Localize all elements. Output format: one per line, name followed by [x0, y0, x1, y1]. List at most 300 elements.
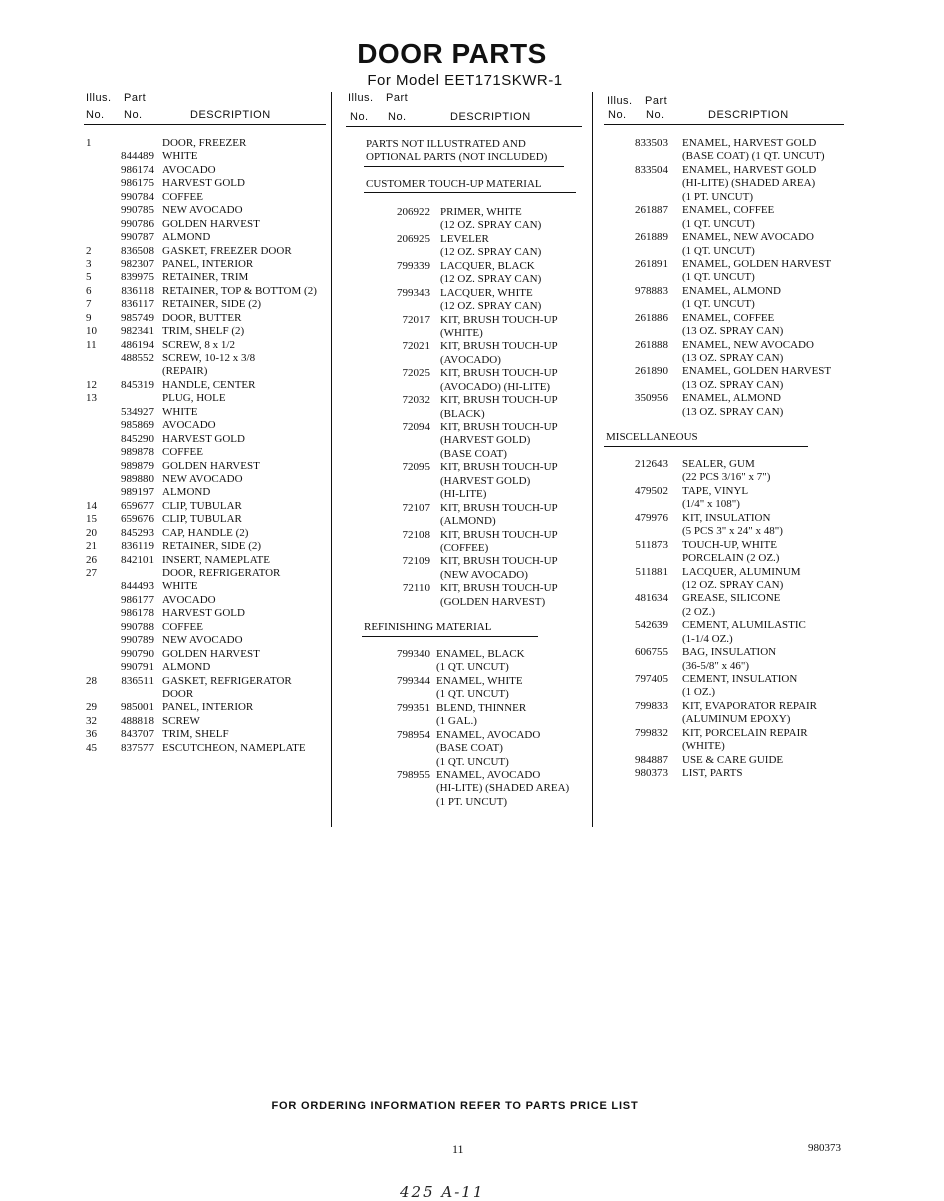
- parts-row: [86, 580, 330, 593]
- illus-number: 7: [86, 298, 92, 311]
- col1-parts-list: [86, 137, 330, 755]
- parts-row: [372, 408, 586, 421]
- parts-row: [86, 419, 330, 432]
- part-description: (12 OZ. SPRAY CAN): [440, 246, 542, 259]
- col1-illus-no-header: No.: [86, 109, 105, 121]
- part-description: HARVEST GOLD: [162, 177, 245, 190]
- parts-row: [86, 406, 330, 419]
- page-subtitle: For Model EET171SKWR-1: [367, 72, 563, 89]
- part-number: 986175: [121, 177, 154, 190]
- parts-row: [372, 675, 586, 688]
- parts-row: [612, 137, 848, 150]
- part-number: 836117: [121, 298, 154, 311]
- misc-rule: [604, 446, 808, 447]
- part-description: COFFEE: [162, 620, 203, 633]
- part-description: (12 OZ. SPRAY CAN): [440, 300, 542, 313]
- part-description: (1-1/4 OZ.): [682, 632, 733, 645]
- part-number: 261890: [635, 365, 668, 378]
- parts-row: [372, 475, 586, 488]
- part-number: 261887: [635, 204, 668, 217]
- parts-row: [372, 287, 586, 300]
- parts-row: [372, 219, 586, 232]
- part-description: (ALMOND): [440, 515, 496, 528]
- part-number: 985001: [121, 701, 154, 714]
- part-description: LIST, PARTS: [682, 767, 743, 780]
- parts-row: [86, 728, 330, 741]
- col3-part-no-header: No.: [646, 109, 665, 121]
- col2-description-header: DESCRIPTION: [450, 111, 531, 123]
- part-number: 797405: [635, 673, 668, 685]
- part-number: 990788: [121, 620, 154, 633]
- part-description: SEALER, GUM: [682, 458, 755, 470]
- part-number: 833503: [635, 137, 668, 149]
- part-description: LEVELER: [440, 232, 489, 245]
- part-description: CAP, HANDLE (2): [162, 526, 249, 539]
- part-number: 486194: [121, 338, 154, 351]
- parts-row: [612, 579, 848, 592]
- part-description: TRIM, SHELF (2): [162, 325, 245, 338]
- col1-header-rule: [84, 124, 326, 125]
- part-number: 206922: [397, 206, 430, 218]
- parts-row: [86, 460, 330, 473]
- part-description: GOLDEN HARVEST: [162, 217, 260, 230]
- ordering-footer: FOR ORDERING INFORMATION REFER TO PARTS PRICE LIST: [271, 1100, 639, 1112]
- parts-row: [612, 271, 848, 284]
- parts-row: [612, 150, 848, 163]
- part-description: GREASE, SILICONE: [682, 592, 781, 605]
- parts-row: [612, 673, 848, 686]
- illus-number: 21: [86, 540, 97, 553]
- part-description: KIT, PORCELAIN REPAIR: [682, 726, 808, 739]
- parts-row: [612, 379, 848, 392]
- part-description: BLEND, THINNER: [436, 701, 527, 714]
- parts-row: [612, 245, 848, 258]
- parts-row: [612, 740, 848, 753]
- part-description: GASKET, FREEZER DOOR: [162, 244, 292, 257]
- part-description: (AVOCADO): [440, 353, 501, 366]
- part-description: (12 OZ. SPRAY CAN): [440, 219, 542, 232]
- part-number: 799351: [397, 701, 430, 714]
- illus-number: 28: [86, 674, 97, 687]
- touchup-parts-list: [372, 206, 586, 609]
- part-description: (13 OZ. SPRAY CAN): [682, 325, 784, 338]
- part-number: 799340: [397, 648, 430, 660]
- part-description: (1/4" x 108"): [682, 498, 740, 511]
- parts-row: [612, 164, 848, 177]
- illus-number: 9: [86, 311, 92, 324]
- part-description: CLIP, TUBULAR: [162, 513, 242, 526]
- parts-row: [86, 715, 330, 728]
- illus-number: 27: [86, 567, 97, 579]
- part-description: KIT, BRUSH TOUCH-UP: [440, 528, 558, 541]
- parts-row: [372, 729, 586, 742]
- col3-misc-list: [612, 458, 848, 781]
- parts-row: [86, 554, 330, 567]
- part-description: LACQUER, ALUMINUM: [682, 565, 801, 578]
- part-description: (BLACK): [440, 407, 485, 420]
- parts-row: [612, 660, 848, 673]
- parts-row: [86, 473, 330, 486]
- part-description: (22 PCS 3/16" x 7"): [682, 471, 771, 484]
- part-description: NEW AVOCADO: [162, 634, 243, 647]
- col3-description-header: DESCRIPTION: [708, 109, 789, 121]
- parts-row: [86, 164, 330, 177]
- parts-row: [86, 527, 330, 540]
- part-description: AVOCADO: [162, 593, 216, 606]
- part-description: (NEW AVOCADO): [440, 568, 528, 581]
- part-description: (HARVEST GOLD): [440, 434, 531, 447]
- parts-row: [86, 392, 330, 405]
- part-number: 836508: [121, 244, 154, 257]
- part-number: 261891: [635, 257, 668, 270]
- illus-number: 13: [86, 392, 97, 405]
- part-number: 844489: [121, 150, 154, 163]
- part-description: LACQUER, BLACK: [440, 259, 535, 272]
- parts-row: [86, 513, 330, 526]
- part-description: ESCUTCHEON, NAMEPLATE: [162, 741, 306, 754]
- part-description: ALMOND: [162, 231, 211, 244]
- parts-row: [372, 434, 586, 447]
- part-description: WHITE: [162, 150, 198, 163]
- parts-row: [372, 448, 586, 461]
- parts-row: [372, 260, 586, 273]
- part-description: GOLDEN HARVEST: [162, 647, 260, 660]
- parts-row: [372, 756, 586, 769]
- part-number: 990786: [121, 217, 154, 230]
- part-description: (12 OZ. SPRAY CAN): [682, 578, 784, 591]
- part-number: 72017: [402, 313, 430, 326]
- part-description: PORCELAIN (2 OZ.): [682, 552, 780, 565]
- refinishing-heading: REFINISHING MATERIAL: [364, 621, 492, 633]
- part-number: 982307: [121, 257, 154, 270]
- parts-row: [86, 271, 330, 284]
- part-number: 72109: [402, 555, 430, 568]
- parts-row: [612, 339, 848, 352]
- part-description: KIT, BRUSH TOUCH-UP: [440, 555, 558, 568]
- parts-row: [86, 486, 330, 499]
- col2-part-no-header: No.: [388, 111, 407, 123]
- part-description: ENAMEL, BLACK: [436, 648, 525, 660]
- part-description: DOOR, REFRIGERATOR: [162, 567, 281, 579]
- part-description: SCREW, 8 x 1/2: [162, 338, 235, 351]
- illus-number: 10: [86, 325, 97, 338]
- parts-row: [86, 688, 330, 701]
- parts-row: [612, 754, 848, 767]
- part-number: 511881: [635, 565, 668, 578]
- misc-heading: MISCELLANEOUS: [606, 431, 698, 443]
- part-description: HANDLE, CENTER: [162, 378, 256, 391]
- part-description: ENAMEL, GOLDEN HARVEST: [682, 365, 832, 378]
- parts-row: [86, 204, 330, 217]
- parts-row: [612, 686, 848, 699]
- part-description: (1 QT. UNCUT): [682, 271, 755, 284]
- parts-row: [86, 218, 330, 231]
- part-description: WHITE: [162, 405, 198, 418]
- part-number: 206925: [397, 232, 430, 245]
- part-description: (1 QT. UNCUT): [682, 217, 755, 230]
- parts-row: [612, 298, 848, 311]
- part-description: ENAMEL, AVOCADO: [436, 728, 541, 741]
- handwritten-note: 425 A-11: [400, 1183, 485, 1201]
- parts-row: [372, 782, 586, 795]
- parts-row: [372, 300, 586, 313]
- parts-row: [612, 258, 848, 271]
- part-description: (HI-LITE) (SHADED AREA): [682, 177, 816, 190]
- parts-row: [612, 191, 848, 204]
- part-description: (HI-LITE) (SHADED AREA): [436, 782, 570, 795]
- part-number: 481634: [635, 592, 668, 605]
- illus-number: 3: [86, 257, 92, 270]
- parts-row: [612, 713, 848, 726]
- parts-row: [86, 231, 330, 244]
- part-number: 843707: [121, 728, 154, 741]
- part-description: ENAMEL, AVOCADO: [436, 768, 541, 781]
- parts-row: [612, 365, 848, 378]
- parts-row: [612, 633, 848, 646]
- parts-row: [86, 339, 330, 352]
- part-description: ENAMEL, HARVEST GOLD: [682, 137, 817, 149]
- part-number: 479976: [635, 511, 668, 524]
- part-description: CEMENT, INSULATION: [682, 673, 798, 685]
- parts-row: [86, 433, 330, 446]
- part-description: KIT, BRUSH TOUCH-UP: [440, 461, 558, 474]
- part-number: 659676: [121, 513, 154, 526]
- parts-row: [612, 606, 848, 619]
- part-number: 990789: [121, 634, 154, 647]
- parts-row: [372, 421, 586, 434]
- parts-row: [372, 461, 586, 474]
- part-description: USE & CARE GUIDE: [682, 753, 784, 766]
- parts-row: [372, 515, 586, 528]
- part-description: HARVEST GOLD: [162, 432, 245, 445]
- part-description: AVOCADO: [162, 419, 216, 432]
- parts-row: [372, 555, 586, 568]
- parts-row: [372, 246, 586, 259]
- part-description: KIT, BRUSH TOUCH-UP: [440, 582, 558, 595]
- part-description: ENAMEL, COFFEE: [682, 311, 775, 324]
- part-number: 488552: [121, 352, 154, 364]
- parts-row: [612, 352, 848, 365]
- parts-row: [372, 488, 586, 501]
- part-number: 212643: [635, 458, 668, 470]
- parts-row: [612, 471, 848, 484]
- illus-number: 29: [86, 701, 97, 714]
- part-description: AVOCADO: [162, 163, 216, 176]
- part-number: 798954: [397, 728, 430, 741]
- parts-row: [612, 406, 848, 419]
- not-illustrated-line-1: PARTS NOT ILLUSTRATED AND: [366, 138, 526, 150]
- part-description: COFFEE: [162, 190, 203, 203]
- part-number: 989880: [121, 472, 154, 485]
- part-description: (ALUMINUM EPOXY): [682, 713, 791, 726]
- part-number: 72032: [402, 394, 430, 407]
- part-description: (GOLDEN HARVEST): [440, 595, 546, 608]
- part-number: 836118: [121, 284, 154, 297]
- part-description: ALMOND: [162, 661, 211, 674]
- column-divider-2: [592, 92, 593, 827]
- part-number: 844493: [121, 580, 154, 593]
- parts-row: [612, 392, 848, 405]
- col3-illus-header: Illus.: [607, 95, 633, 107]
- part-description: NEW AVOCADO: [162, 204, 243, 217]
- part-number: 659677: [121, 499, 154, 512]
- parts-row: [86, 567, 330, 580]
- part-number: 980373: [635, 767, 668, 780]
- parts-row: [612, 218, 848, 231]
- touchup-rule: [364, 192, 576, 193]
- part-number: 799832: [635, 726, 668, 739]
- col2-illus-no-header: No.: [350, 111, 369, 123]
- part-number: 985749: [121, 311, 154, 324]
- col3-header-rule: [604, 124, 844, 125]
- illus-number: 14: [86, 499, 97, 512]
- parts-row: [612, 177, 848, 190]
- part-number: 842101: [121, 553, 154, 566]
- part-description: KIT, BRUSH TOUCH-UP: [440, 340, 558, 353]
- parts-row: [372, 648, 586, 661]
- column-divider-1: [331, 92, 332, 827]
- part-number: 72095: [402, 461, 430, 474]
- refinishing-rule: [362, 636, 538, 637]
- parts-row: [86, 177, 330, 190]
- part-description: ENAMEL, NEW AVOCADO: [682, 231, 814, 244]
- part-description: BAG, INSULATION: [682, 646, 777, 659]
- illus-number: 11: [86, 338, 97, 351]
- parts-row: [612, 231, 848, 244]
- part-description: (36-5/8" x 46"): [682, 659, 750, 672]
- illus-number: 12: [86, 378, 97, 391]
- part-number: 989879: [121, 459, 154, 472]
- parts-row: [612, 619, 848, 632]
- part-description: PANEL, INTERIOR: [162, 701, 254, 714]
- parts-row: [86, 634, 330, 647]
- parts-row: [612, 552, 848, 565]
- parts-row: [612, 312, 848, 325]
- part-description: (13 OZ. SPRAY CAN): [682, 352, 784, 364]
- parts-row: [86, 191, 330, 204]
- part-description: (BASE COAT) (1 QT. UNCUT): [682, 150, 825, 163]
- part-description: TOUCH-UP, WHITE: [682, 538, 777, 551]
- parts-row: [86, 594, 330, 607]
- part-number: 72025: [402, 367, 430, 380]
- part-description: LACQUER, WHITE: [440, 286, 533, 299]
- parts-row: [612, 646, 848, 659]
- parts-row: [86, 661, 330, 674]
- parts-row: [86, 245, 330, 258]
- col1-illus-header: Illus.: [86, 92, 112, 104]
- part-description: RETAINER, SIDE (2): [162, 540, 262, 553]
- refinishing-parts-list: [372, 648, 586, 809]
- part-number: 985869: [121, 419, 154, 432]
- parts-row: [372, 273, 586, 286]
- part-number: 72108: [402, 528, 430, 541]
- parts-row: [372, 233, 586, 246]
- part-description: PLUG, HOLE: [162, 392, 226, 405]
- part-description: RETAINER, TOP & BOTTOM (2): [162, 284, 317, 297]
- part-description: TRIM, SHELF: [162, 728, 229, 741]
- parts-row: [86, 742, 330, 755]
- part-number: 261888: [635, 338, 668, 351]
- parts-row: [372, 688, 586, 701]
- col1-part-header: Part: [124, 92, 147, 104]
- col2-illus-header: Illus.: [348, 92, 374, 104]
- not-illustrated-line-2: OPTIONAL PARTS (NOT INCLUDED): [366, 151, 548, 163]
- parts-row: [612, 285, 848, 298]
- parts-row: [372, 796, 586, 809]
- part-description: (BASE COAT): [440, 447, 507, 460]
- part-description: ENAMEL, WHITE: [436, 674, 523, 687]
- part-number: 982341: [121, 325, 154, 338]
- part-description: INSERT, NAMEPLATE: [162, 553, 270, 566]
- parts-row: [372, 206, 586, 219]
- parts-row: [86, 150, 330, 163]
- part-number: 845290: [121, 432, 154, 445]
- part-description: GASKET, REFRIGERATOR: [162, 674, 292, 687]
- not-illustrated-rule: [364, 166, 564, 167]
- part-number: 606755: [635, 646, 668, 659]
- illus-number: 15: [86, 513, 97, 526]
- part-number: 836119: [121, 540, 154, 553]
- part-description: DOOR, BUTTER: [162, 311, 242, 324]
- part-number: 799343: [397, 286, 430, 299]
- part-number: 990785: [121, 204, 154, 217]
- part-number: 72107: [402, 501, 430, 514]
- parts-row: [372, 661, 586, 674]
- parts-row: [372, 542, 586, 555]
- part-description: (REPAIR): [162, 365, 208, 378]
- part-description: (1 QT. UNCUT): [436, 755, 509, 768]
- illus-number: 36: [86, 728, 97, 741]
- parts-row: [612, 458, 848, 471]
- part-number: 261886: [635, 311, 668, 324]
- part-description: (HARVEST GOLD): [440, 474, 531, 487]
- part-description: KIT, BRUSH TOUCH-UP: [440, 394, 558, 407]
- col1-part-no-header: No.: [124, 109, 143, 121]
- part-number: 986177: [121, 593, 154, 606]
- parts-row: [86, 621, 330, 634]
- col1-description-header: DESCRIPTION: [190, 109, 271, 121]
- part-number: 799833: [635, 699, 668, 712]
- part-description: (WHITE): [440, 326, 483, 339]
- parts-row: [612, 498, 848, 511]
- col2-header-rule: [346, 126, 582, 127]
- part-description: (5 PCS 3" x 24" x 48"): [682, 525, 783, 538]
- parts-row: [612, 204, 848, 217]
- parts-row: [86, 675, 330, 688]
- illus-number: 5: [86, 271, 92, 284]
- part-number: 511873: [635, 538, 668, 551]
- parts-row: [86, 446, 330, 459]
- parts-row: [372, 569, 586, 582]
- illus-number: 26: [86, 553, 97, 566]
- part-description: SCREW, 10-12 x 3/8: [162, 352, 256, 364]
- page-title: DOOR PARTS: [357, 38, 547, 69]
- parts-row: [86, 607, 330, 620]
- part-number: 986178: [121, 607, 154, 620]
- part-description: KIT, EVAPORATOR REPAIR: [682, 699, 817, 712]
- part-description: GOLDEN HARVEST: [162, 459, 260, 472]
- illus-number: 1: [86, 137, 92, 149]
- part-description: ENAMEL, NEW AVOCADO: [682, 338, 814, 351]
- parts-row: [612, 525, 848, 538]
- part-description: (1 PT. UNCUT): [682, 190, 753, 203]
- part-number: 989878: [121, 446, 154, 459]
- parts-row: [372, 596, 586, 609]
- touchup-heading: CUSTOMER TOUCH-UP MATERIAL: [366, 178, 542, 190]
- parts-row: [372, 367, 586, 380]
- part-number: 990791: [121, 661, 154, 674]
- part-description: (1 QT. UNCUT): [436, 688, 509, 701]
